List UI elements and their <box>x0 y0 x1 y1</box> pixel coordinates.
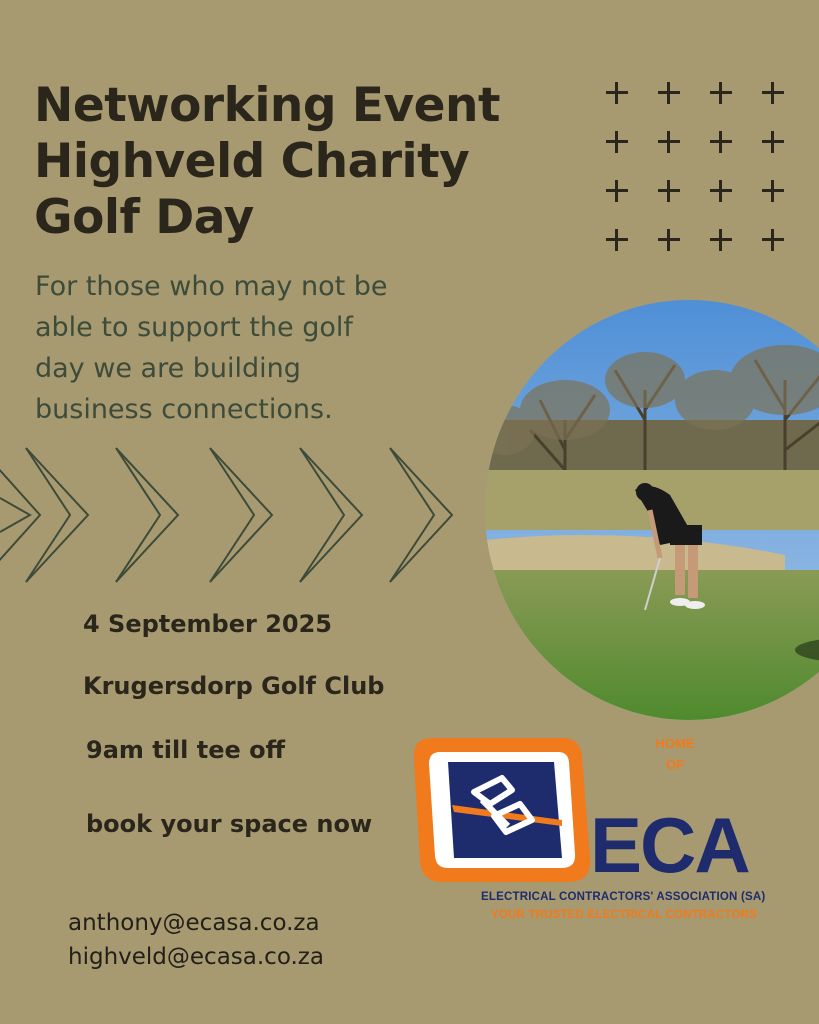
plus-icon <box>758 78 788 108</box>
page-title <box>34 78 594 246</box>
plus-icon <box>654 176 684 206</box>
description-line-2: able to support the golf <box>35 312 353 343</box>
chevron-right-icon <box>116 448 178 582</box>
plus-icon <box>654 78 684 108</box>
plus-icon <box>602 78 632 108</box>
chevron-right-icon <box>300 448 362 582</box>
event-time: 9am till tee off <box>86 736 286 764</box>
eca-tagline: YOUR TRUSTED ELECTRICAL CONTRACTORS <box>491 909 757 921</box>
description-line-3: day we are building <box>35 353 301 384</box>
title-line-1: Networking Event <box>34 78 500 133</box>
eca-wordmark: ECA <box>590 801 749 889</box>
chevron-right-icon <box>300 448 344 582</box>
chevron-right-icon <box>210 448 254 582</box>
booking-call-to-action: book your space now <box>86 810 373 838</box>
plus-icon <box>758 127 788 157</box>
event-date: 4 September 2025 <box>83 610 332 638</box>
plus-icon <box>706 127 736 157</box>
plus-icon <box>706 78 736 108</box>
plus-icon <box>758 176 788 206</box>
description-line-4: business connections. <box>35 394 333 425</box>
plus-grid-decoration <box>602 78 810 274</box>
plus-icon <box>602 225 632 255</box>
chevron-right-icon <box>0 498 30 532</box>
plus-icon <box>758 225 788 255</box>
contact-email-1[interactable]: anthony@ecasa.co.za <box>68 910 320 936</box>
title-line-3: Golf Day <box>34 190 254 245</box>
logo-of-label: OF <box>665 757 685 772</box>
eca-logo-mark <box>412 730 592 890</box>
description-line-1: For those who may not be <box>35 271 388 302</box>
golfer-image <box>485 300 819 720</box>
plus-icon <box>654 225 684 255</box>
chevron-right-icon <box>0 448 40 582</box>
contact-email-2[interactable]: highveld@ecasa.co.za <box>68 944 324 970</box>
event-venue: Krugersdorp Golf Club <box>83 672 385 700</box>
golf-photo <box>485 300 819 720</box>
plus-icon <box>602 127 632 157</box>
plus-icon <box>602 176 632 206</box>
chevron-right-icon <box>210 448 272 582</box>
plus-icon <box>706 176 736 206</box>
chevron-right-icon <box>116 448 160 582</box>
event-description <box>35 266 455 430</box>
title-line-2: Highveld Charity <box>34 134 470 189</box>
plus-icon <box>706 225 736 255</box>
eca-organization-name: ELECTRICAL CONTRACTORS' ASSOCIATION (SA) <box>481 891 766 903</box>
chevron-right-icon <box>390 448 434 582</box>
chevron-arrows-decoration <box>0 440 490 590</box>
plus-icon <box>654 127 684 157</box>
chevron-right-icon <box>26 448 70 582</box>
chevron-right-icon <box>390 448 452 582</box>
logo-home-label: HOME <box>655 736 695 751</box>
